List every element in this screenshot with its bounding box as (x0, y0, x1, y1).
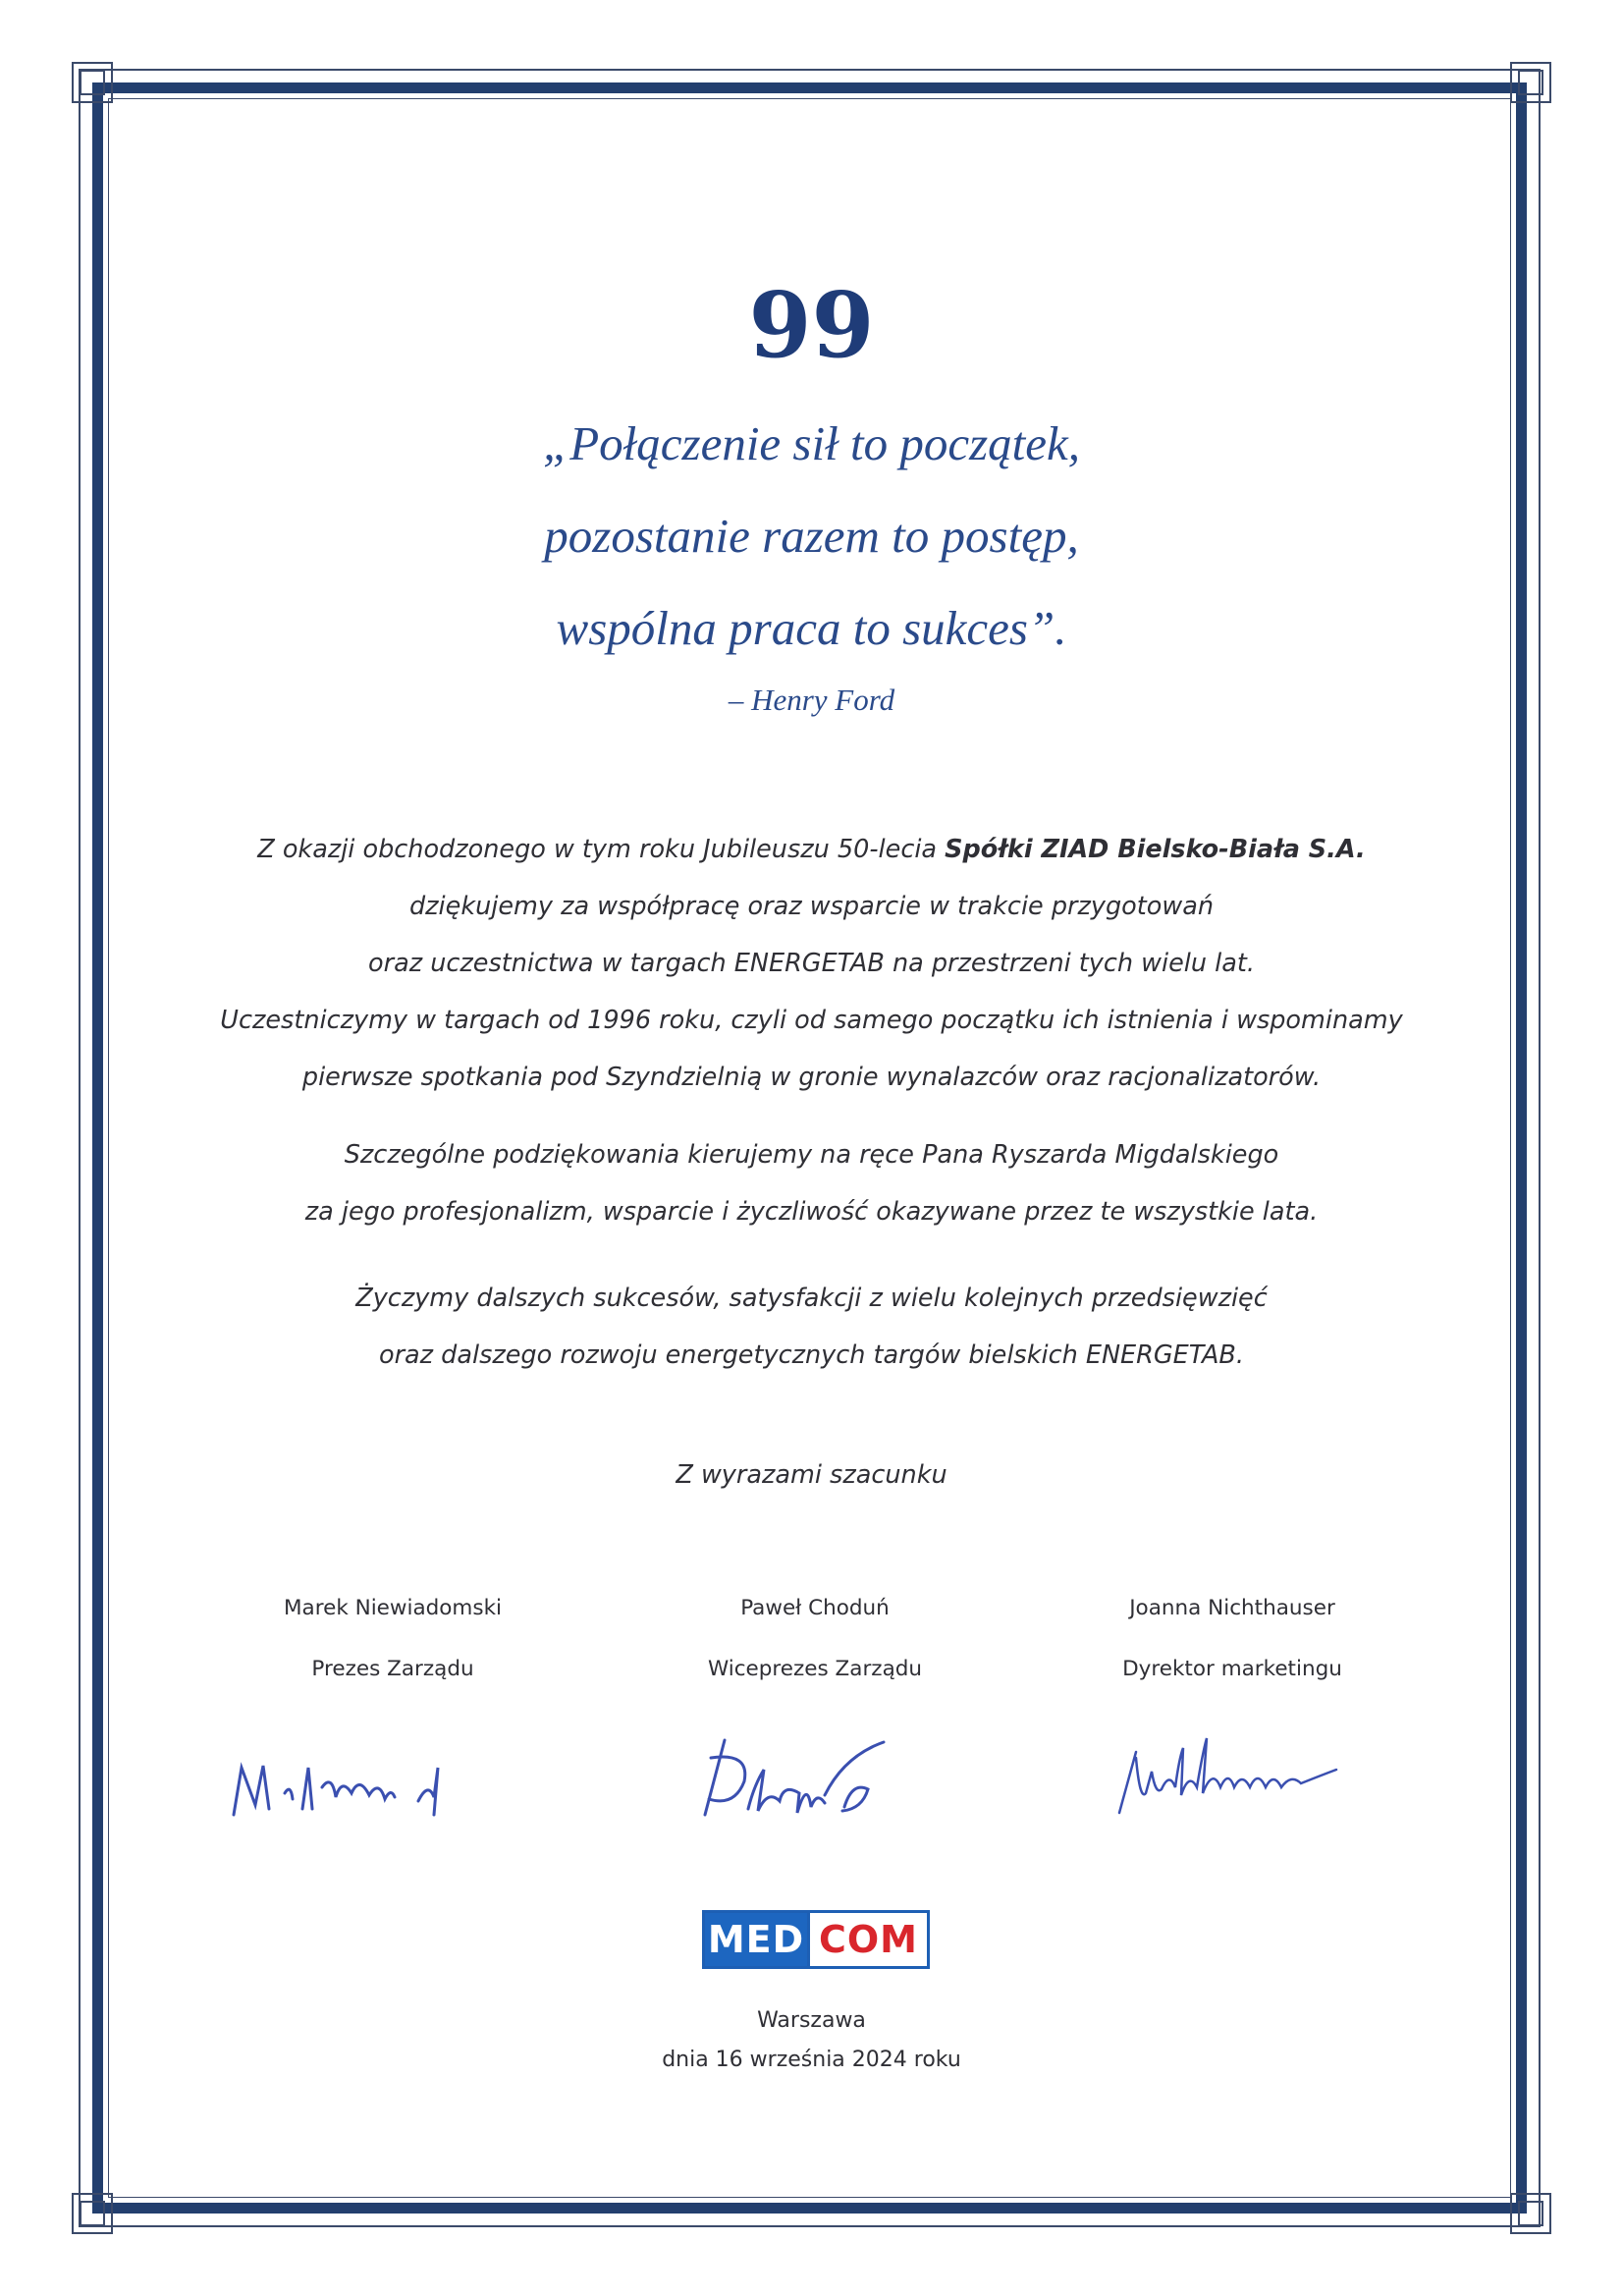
signature-image (609, 1699, 1021, 1836)
frame-corner-top-right-icon (1509, 61, 1552, 104)
date: dnia 16 września 2024 roku (662, 2048, 961, 2072)
place-and-date (0, 2001, 1623, 2080)
paragraph-line: Życzymy dalszych sukcesów, satysfakcji z wielu kolejnych przedsięwzięć (355, 1284, 1268, 1313)
signer-name: Marek Niewiadomski (284, 1596, 502, 1620)
paragraph-line: pierwsze spotkania pod Szyndzielnią w gronie wynalazców oraz racjonalizatorów. (301, 1063, 1322, 1092)
logo-med-part: MED (705, 1913, 807, 1966)
quote-author: – Henry Ford (728, 683, 895, 717)
signer-role: Wiceprezes Zarządu (707, 1657, 923, 1681)
quote-line: wspólna praca to sukces”. (556, 601, 1067, 655)
paragraph-line: za jego profesjonalizm, wsparcie i życzliwość okazywane przez te wszystkie lata. (304, 1197, 1319, 1227)
paragraph-wishes (0, 1270, 1623, 1384)
paragraph-line-text: Z okazji obchodzonego w tym roku Jubileuszu 50-lecia (257, 835, 946, 864)
signatures-section (0, 1596, 1623, 1831)
frame-corner-top-left-icon (71, 61, 114, 104)
signer-role: Dyrektor marketingu (1122, 1657, 1342, 1681)
quote-mark-icon: 99 (748, 272, 875, 378)
signature-image (1026, 1699, 1438, 1836)
signature-image (187, 1699, 599, 1836)
paragraph-thanks (0, 1126, 1623, 1240)
frame-corner-bottom-right-icon (1509, 2192, 1552, 2235)
quote-line: „Połączenie sił to początek, (542, 416, 1081, 470)
signer-name: Paweł Choduń (740, 1596, 890, 1620)
quote-line: pozostanie razem to postęp, (544, 509, 1079, 563)
signer-role: Prezes Zarządu (311, 1657, 474, 1681)
place: Warszawa (757, 2008, 866, 2033)
signer-name: Joanna Nichthauser (1129, 1596, 1335, 1620)
medcom-logo (702, 1910, 930, 1969)
paragraph-line: dziękujemy za współpracę oraz wsparcie w trakcie przygotowań (408, 892, 1214, 921)
paragraph-jubilee (0, 821, 1623, 1106)
closing-salutation: Z wyrazami szacunku (676, 1460, 947, 1490)
paragraph-line: Uczestniczymy w targach od 1996 roku, czyli od samego początku ich istnienia i wspominamy (220, 1006, 1403, 1035)
paragraph-line: oraz uczestnictwa w targach ENERGETAB na przestrzeni tych wielu lat. (368, 949, 1255, 978)
logo-com-part: COM (807, 1913, 927, 1966)
paragraph-line: Szczególne podziękowania kierujemy na ręce Pana Ryszarda Migdalskiego (344, 1140, 1279, 1170)
paragraph-line (0, 821, 1623, 878)
frame-corner-bottom-left-icon (71, 2192, 114, 2235)
paragraph-line: oraz dalszego rozwoju energetycznych targów bielskich ENERGETAB. (378, 1340, 1245, 1370)
company-name: Spółki ZIAD Bielsko-Biała S.A. (945, 835, 1366, 864)
quote-block (0, 398, 1623, 675)
